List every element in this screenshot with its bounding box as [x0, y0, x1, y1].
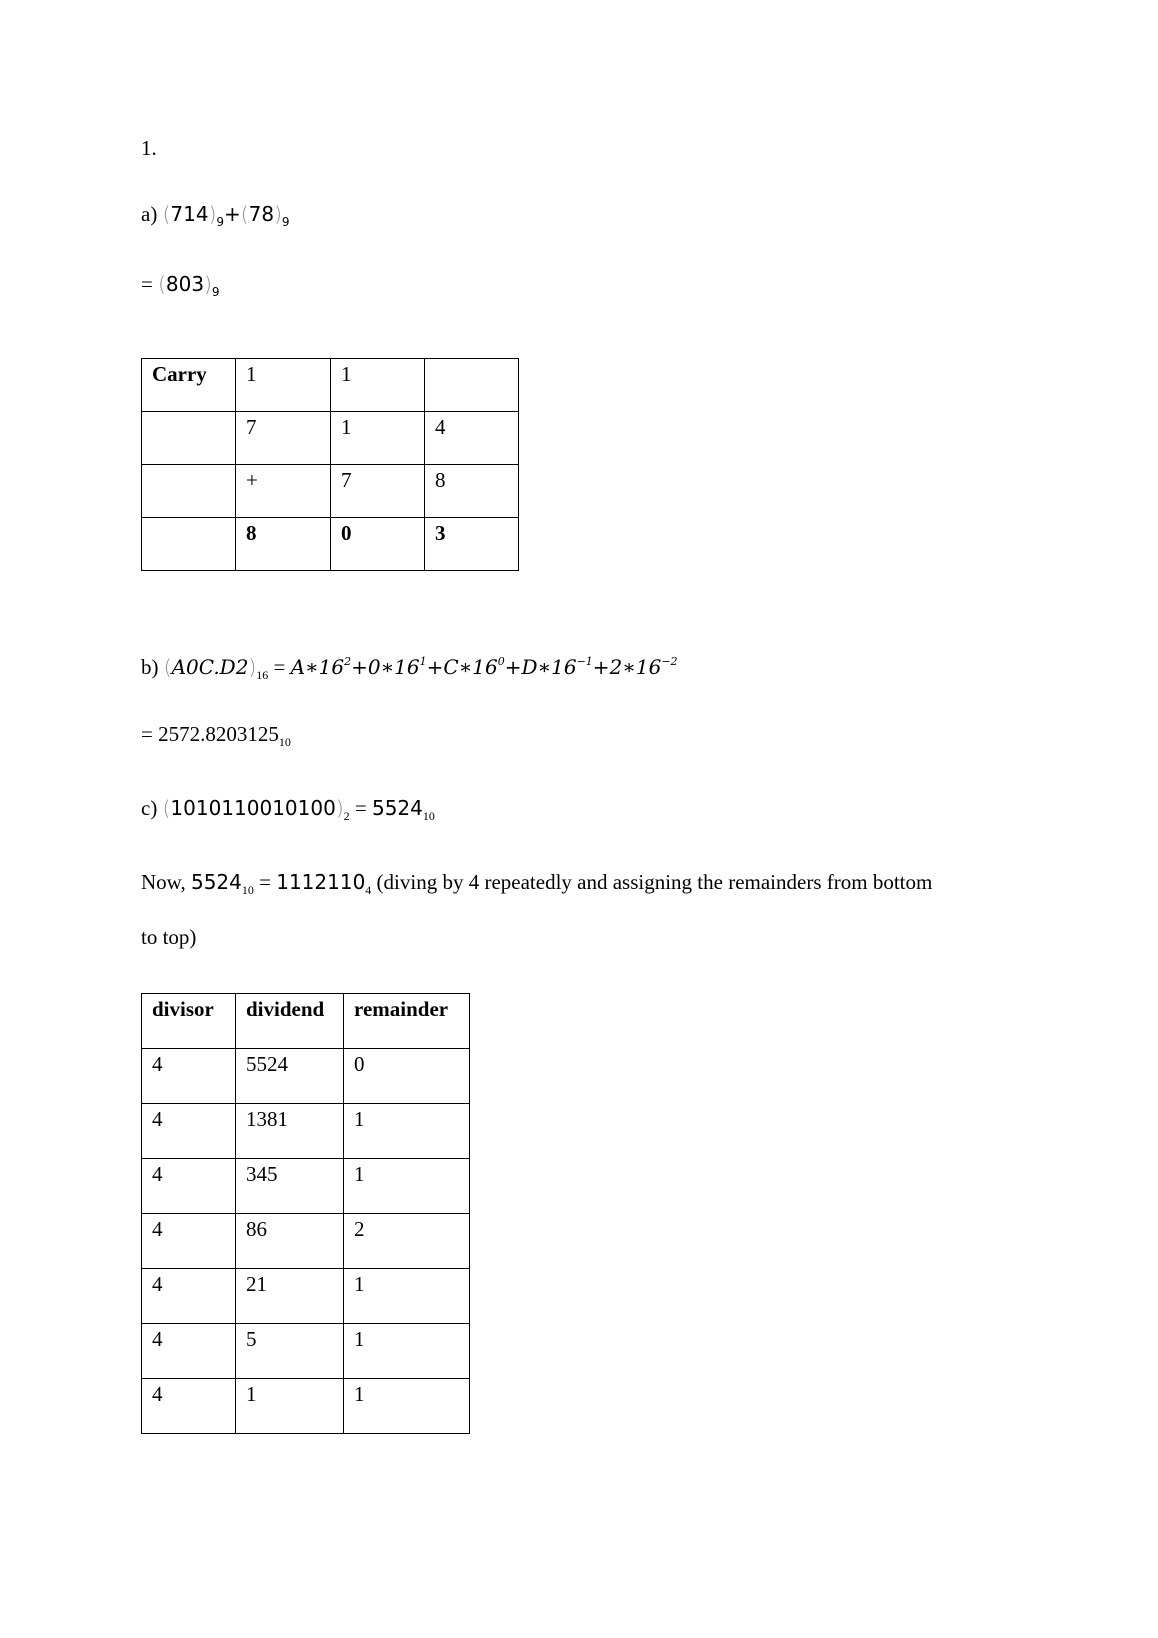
- table-row: 4 1381 1: [142, 1104, 470, 1159]
- table-row: 4 21 1: [142, 1269, 470, 1324]
- part-c-binary: 1010110010100: [170, 796, 336, 820]
- part-c-label: c): [141, 796, 158, 820]
- part-b-result: = $2572.8203125_{10}$: [141, 722, 291, 749]
- table-row: 4 86 2: [142, 1214, 470, 1269]
- table-row: 7 1 4: [142, 412, 519, 465]
- table-row: 4 5 1: [142, 1324, 470, 1379]
- division-table: [141, 993, 470, 1434]
- addition-table: [141, 358, 519, 571]
- part-a-expression: a) $(714)_9+(78)_9$: [141, 202, 290, 229]
- table-row: 4 5524 0: [142, 1049, 470, 1104]
- part-a-term1: 714: [170, 202, 209, 226]
- table-header-row: divisor dividend remainder: [142, 994, 470, 1049]
- part-c-decimal: 5524: [371, 796, 423, 820]
- part-a-result: = $(803)_9$: [141, 272, 220, 299]
- now-line: Now, $5524_{10} = 1112110_4$ (diving by 4 repeatedly and assigning the remainders from bottom: [141, 870, 933, 897]
- question-number: 1.: [141, 136, 157, 160]
- table-row: 4 345 1: [142, 1159, 470, 1214]
- table-row: Carry 1 1: [142, 359, 519, 412]
- part-b-label: b): [141, 655, 159, 679]
- table-row: + 7 8: [142, 465, 519, 518]
- part-a-label: a): [141, 202, 158, 226]
- table-row: 8 0 3: [142, 518, 519, 571]
- part-a-result-value: 803: [165, 272, 205, 296]
- part-a-term2: 78: [248, 202, 275, 226]
- table-row: 4 1 1: [142, 1379, 470, 1434]
- part-b-expansion: $A∗16^2+0∗16^1+C∗16^0+D∗16^{-1}+2∗16^{-2}$: [290, 655, 678, 679]
- part-b-expression: b) $(A0C.D2)_{16}$ = $A∗16^2+0∗16^1+C∗16^0+D∗16^{-1}+2∗16^{-2}$: [141, 655, 678, 682]
- part-c-expression: c) $(1010110010100)_2 = 5524_{10}$: [141, 796, 435, 823]
- now-line-continuation: to top): [141, 925, 197, 949]
- part-b-lhs: A0C.D2: [171, 655, 249, 679]
